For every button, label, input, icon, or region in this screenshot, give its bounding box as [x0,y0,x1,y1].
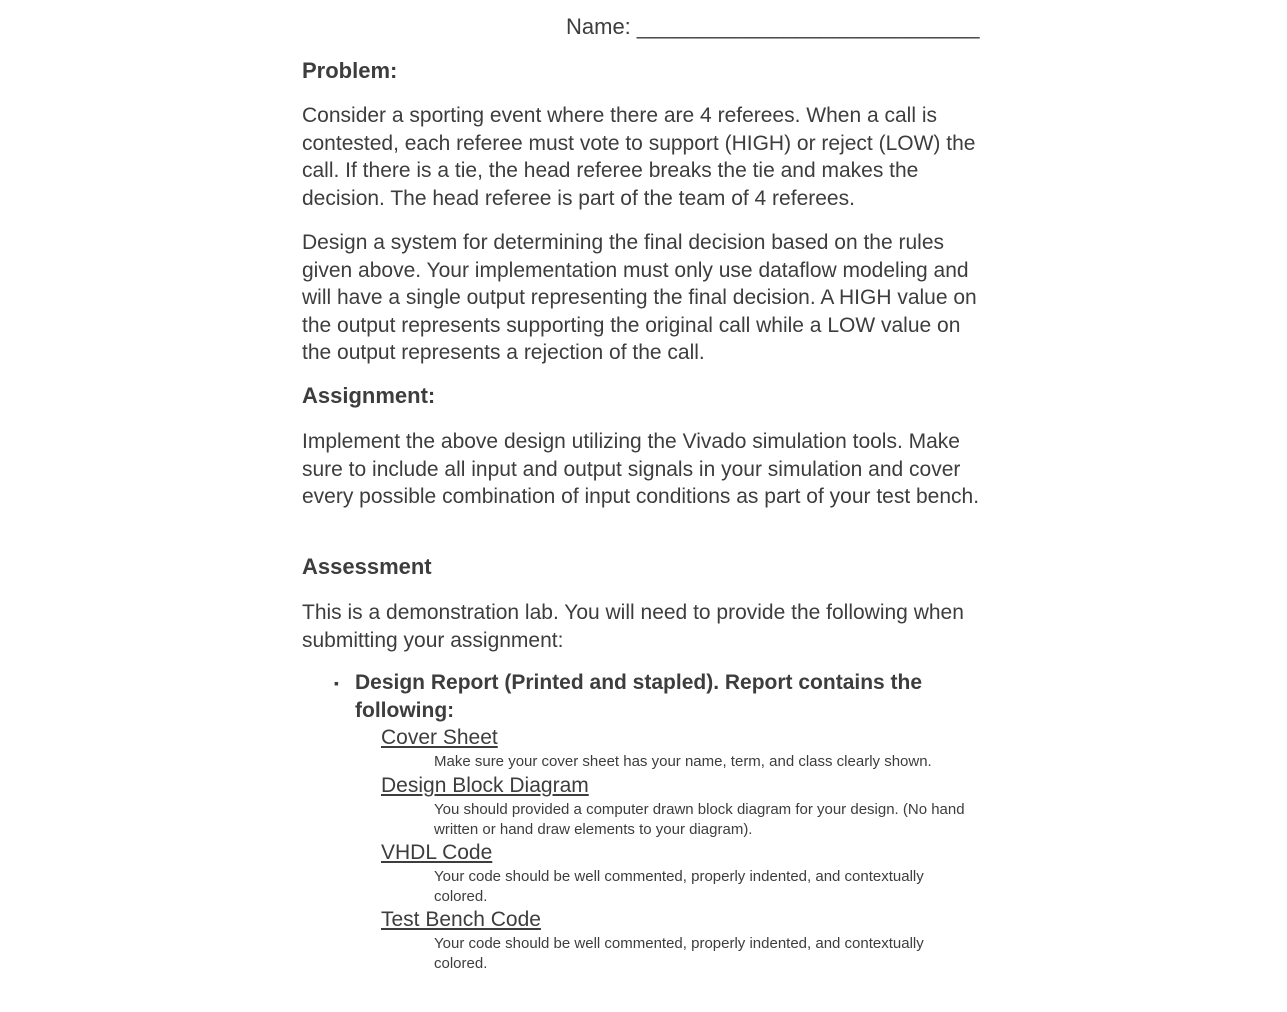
cover-sheet-desc: Make sure your cover sheet has your name, term, and class clearly shown. [434,753,932,770]
vhdl-code-desc: Your code should be well commented, properly indented, and contextually colored. [434,868,924,905]
problem-paragraph-1: Consider a sporting event where there are 4 referees. When a call is contested, each referee must vote to support (HIGH) or reject (LOW) the call. If there is a tie, the head referee breaks the tie and makes the decision. The head referee is part of the team of 4 referees. [302,104,976,210]
vhdl-code-title: VHDL Code [381,841,493,864]
assessment-paragraph: This is a demonstration lab. You will need to provide the following when submitting your assignment: [302,601,964,652]
assignment-paragraph: Implement the above design utilizing the Vivado simulation tools. Make sure to include all input and output signals in your simulation and cover every possible combination of input conditions as part of your test bench. [302,430,980,509]
cover-sheet-title: Cover Sheet [381,726,498,749]
design-report-text: Design Report (Printed and stapled). Report contains the following: [355,671,923,722]
name-blank: ____________________________ [636,14,980,39]
design-block-diagram-desc: You should provided a computer drawn block diagram for your design. (No hand written or hand draw elements to your diagram). [434,801,965,838]
assignment-heading: Assignment: [302,383,436,408]
name-field [566,13,980,41]
problem-paragraph-2: Design a system for determining the final decision based on the rules given above. Your implementation must only use dataflow modeling and will have a single output representing the final decision. A HIGH value on the output represents supporting the original call while a LOW value on the output represents a rejection of the call. [302,231,977,365]
name-label: Name: [566,14,631,39]
problem-heading: Problem: [302,58,398,83]
test-bench-code-title: Test Bench Code [381,908,541,931]
square-bullet-icon: ▪ [334,675,339,691]
design-block-diagram-title: Design Block Diagram [381,774,589,797]
test-bench-code-desc: Your code should be well commented, properly indented, and contextually colored. [434,935,924,972]
assessment-heading: Assessment [302,554,432,579]
